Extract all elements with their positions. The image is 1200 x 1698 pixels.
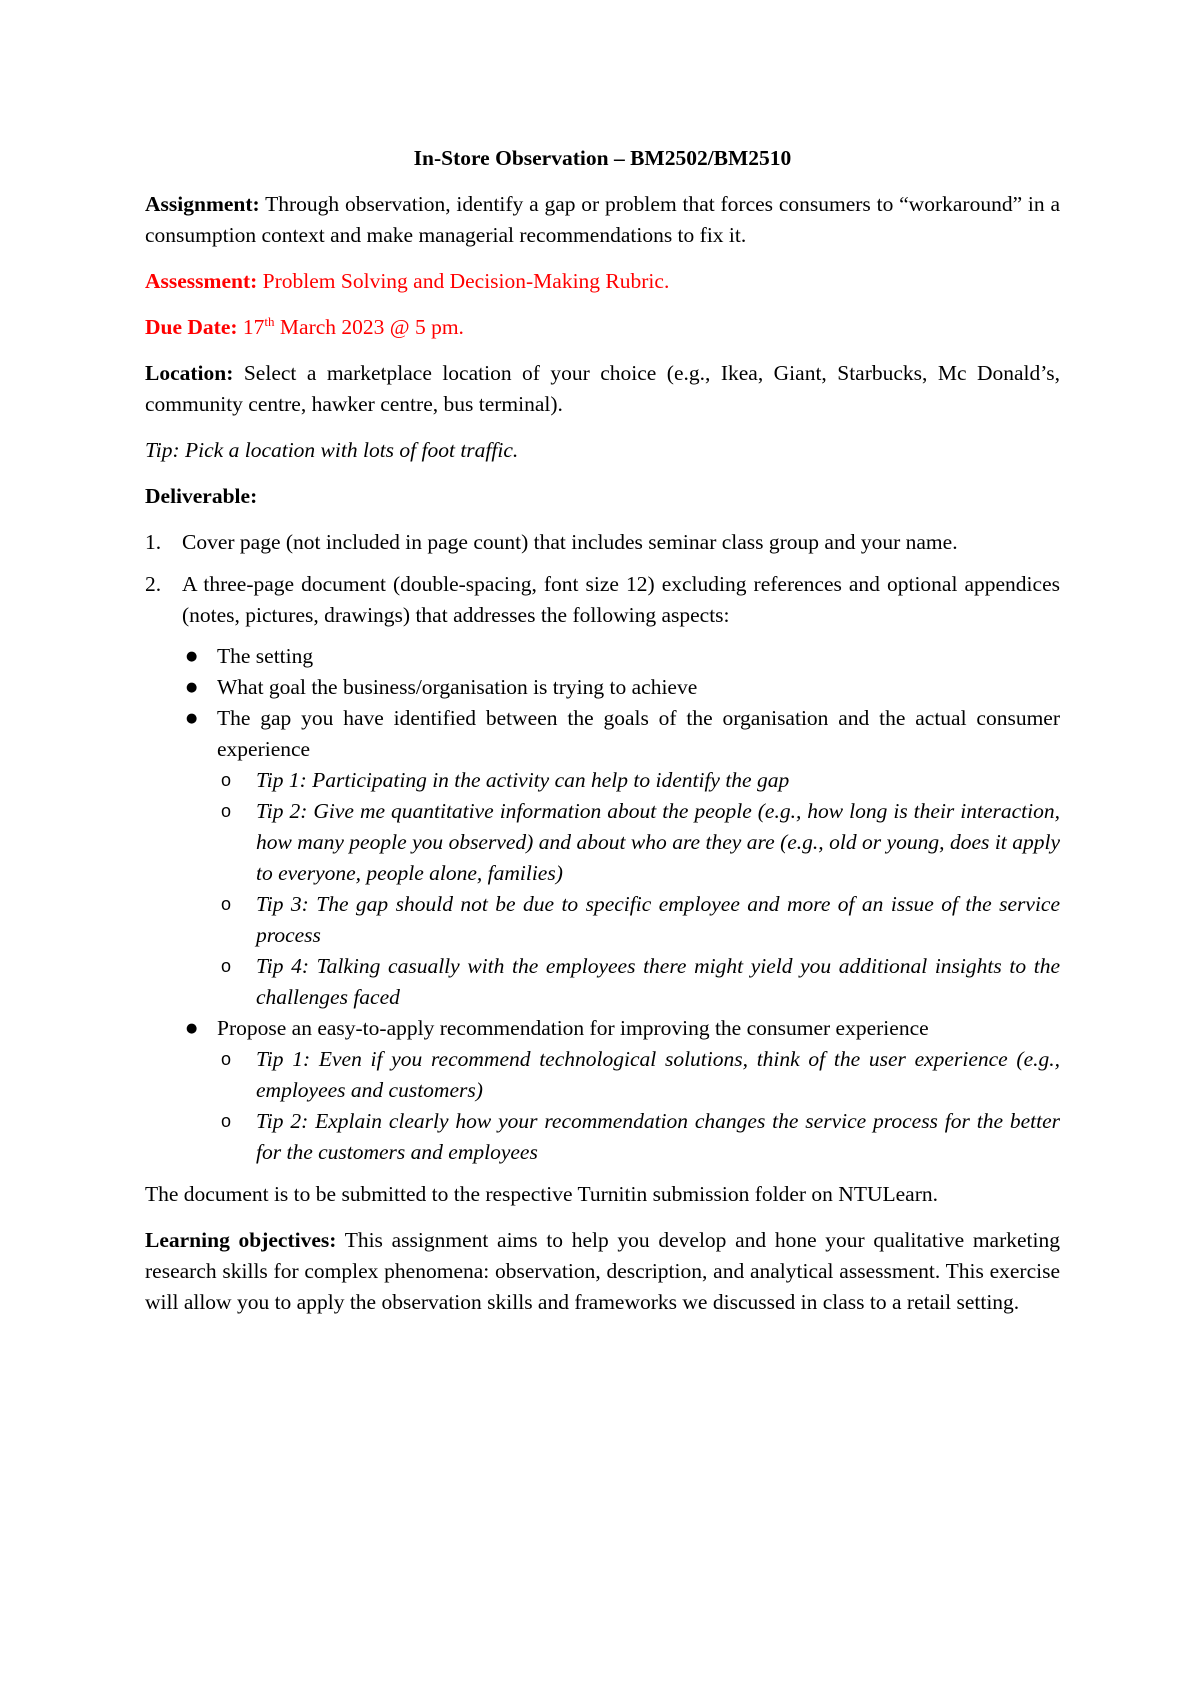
bullet-icon: ● — [186, 680, 198, 695]
circle-bullet-icon: o — [221, 894, 232, 914]
deliverable-text: Cover page (not included in page count) that includes seminar class group and your name. — [182, 530, 958, 554]
tip-text: Tip 1: Even if you recommend technological solutions, think of the user experience (e.g., employees and customers) — [256, 1047, 1060, 1102]
due-date-label: Due Date: — [145, 315, 238, 339]
aspect-item — [182, 641, 1060, 672]
circle-bullet-icon: o — [221, 801, 232, 821]
bullet-icon: ● — [186, 711, 198, 726]
due-date-paragraph — [145, 312, 1060, 343]
location-paragraph — [145, 358, 1060, 420]
tip-text: Tip 2: Give me quantitative information about the people (e.g., how long is their interaction, how many people you observed) and about who are they are (e.g., old or young, does it apply to everyone, people alone, families) — [256, 799, 1060, 885]
bullet-icon: ● — [186, 649, 198, 664]
learning-objectives-text: This assignment aims to help you develop and hone your qualitative marketing research skills for complex phenomena: observation, description, and analytical assessment. This exercise will allow you to apply the observation skills and frameworks we discussed in class to a retail setting. — [145, 1228, 1060, 1314]
assignment-text: Through observation, identify a gap or problem that forces consumers to “workaround” in a consumption context and make managerial recommendations to fix it. — [145, 192, 1060, 247]
aspect-text: What goal the business/organisation is trying to achieve — [217, 675, 698, 699]
assessment-paragraph — [145, 266, 1060, 297]
tip-item — [182, 796, 1060, 889]
recommendation-tips-list — [182, 1044, 1060, 1168]
aspects-list — [182, 641, 1060, 765]
circle-bullet-icon: o — [221, 770, 232, 790]
document-page — [145, 143, 1060, 1333]
tip-text: Tip 1: Participating in the activity can help to identify the gap — [256, 768, 790, 792]
learning-objectives-label: Learning objectives: — [145, 1228, 337, 1252]
tip-item — [182, 951, 1060, 1013]
circle-bullet-icon: o — [221, 1049, 232, 1069]
deliverable-item-1 — [145, 527, 1060, 558]
assessment-label: Assessment: — [145, 269, 258, 293]
document-title: In-Store Observation – BM2502/BM2510 — [413, 146, 792, 170]
tip-item — [182, 765, 1060, 796]
assignment-label: Assignment: — [145, 192, 260, 216]
aspect-text: Propose an easy-to-apply recommendation for improving the consumer experience — [217, 1016, 929, 1040]
submission-note: The document is to be submitted to the respective Turnitin submission folder on NTULearn. — [145, 1182, 938, 1206]
aspect-text: The setting — [217, 644, 314, 668]
aspect-item — [182, 1013, 1060, 1044]
deliverables-list — [145, 527, 1060, 1168]
circle-bullet-icon: o — [221, 956, 232, 976]
deliverable-heading — [145, 481, 1060, 512]
assessment-text: Problem Solving and Decision-Making Rubric. — [262, 269, 670, 293]
location-label: Location: — [145, 361, 234, 385]
deliverable-number: 1. — [145, 530, 162, 554]
gap-tips-list — [182, 765, 1060, 1013]
tip-text: Tip 2: Explain clearly how your recommendation changes the service process for the better for the customers and employees — [256, 1109, 1060, 1164]
due-date-suffix: th — [264, 313, 275, 329]
due-date-rest: March 2023 @ 5 pm. — [279, 315, 464, 339]
deliverable-item-2 — [145, 569, 1060, 1168]
bullet-icon: ● — [186, 1021, 198, 1036]
deliverable-text: A three-page document (double-spacing, font size 12) excluding references and optional appendices (notes, pictures, drawings) that addresses the following aspects: — [182, 572, 1060, 627]
circle-bullet-icon: o — [221, 1111, 232, 1131]
deliverable-number: 2. — [145, 572, 162, 596]
tip-item — [182, 889, 1060, 951]
aspect-item — [182, 672, 1060, 703]
aspect-text: The gap you have identified between the goals of the organisation and the actual consumer experience — [217, 706, 1060, 761]
learning-objectives-paragraph — [145, 1225, 1060, 1318]
location-tip: Tip: Pick a location with lots of foot traffic. — [145, 438, 519, 462]
tip-item — [182, 1044, 1060, 1106]
deliverable-label: Deliverable: — [145, 484, 258, 508]
aspects-list-continued — [182, 1013, 1060, 1044]
due-date-day: 17 — [242, 315, 265, 339]
assignment-paragraph — [145, 189, 1060, 251]
tip-text: Tip 3: The gap should not be due to specific employee and more of an issue of the service process — [256, 892, 1060, 947]
location-text: Select a marketplace location of your choice (e.g., Ikea, Giant, Starbucks, Mc Donald’s, community centre, hawker centre, bus terminal). — [145, 361, 1060, 416]
tip-text: Tip 4: Talking casually with the employees there might yield you additional insights to the challenges faced — [256, 954, 1060, 1009]
aspect-item — [182, 703, 1060, 765]
tip-item — [182, 1106, 1060, 1168]
